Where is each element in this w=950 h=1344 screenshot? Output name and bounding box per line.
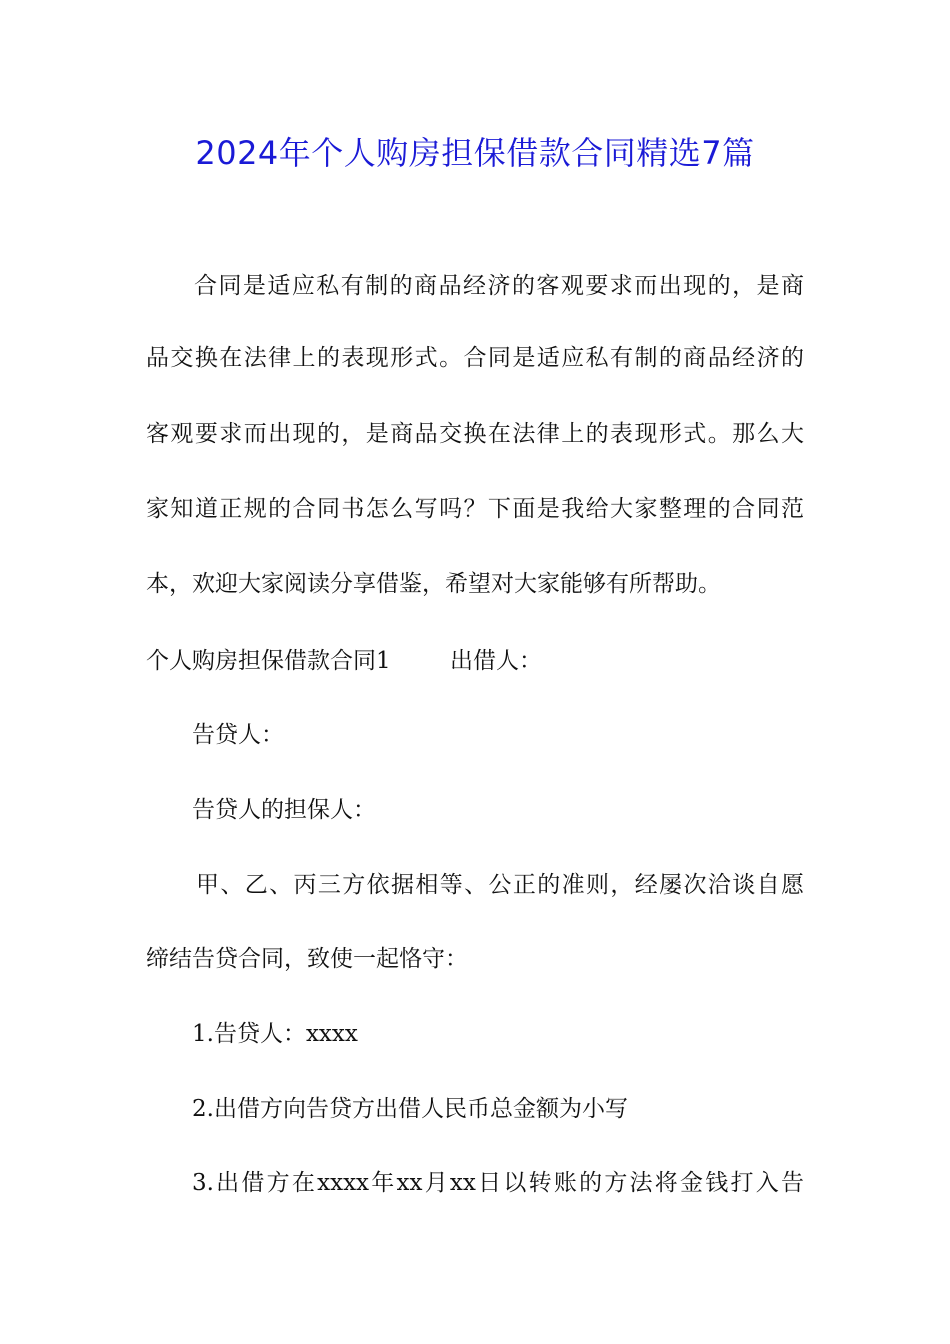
agreement-line: 甲、乙、丙三方依据相等、公正的准则，经屡次洽谈自愿 [196,872,804,898]
intro-line: 客观要求而出现的，是商品交换在法律上的表现形式。那么大 [146,421,804,447]
intro-line: 家知道正规的合同书怎么写吗？下面是我给大家整理的合同范 [146,496,804,522]
clause-3: 3.出借方在xxxx年xx月xx日以转账的方法将金钱打入告 [192,1170,804,1196]
clause-2: 2.出借方向告贷方出借人民币总金额为小写 [192,1096,628,1122]
borrower-label: 告贷人： [192,722,284,748]
intro-line: 合同是适应私有制的商品经济的客观要求而出现的，是商 [194,273,804,299]
guarantor-label: 告贷人的担保人： [192,797,376,823]
lender-label: 出借人： [450,648,542,674]
clause-1: 1.告贷人：xxxx [192,1021,358,1047]
intro-line: 品交换在法律上的表现形式。合同是适应私有制的商品经济的 [146,345,804,371]
intro-line: 本，欢迎大家阅读分享借鉴，希望对大家能够有所帮助。 [146,571,721,597]
section-heading: 个人购房担保借款合同1 [146,648,391,674]
document-title: 2024年个人购房担保借款合同精选7篇 [195,134,755,172]
agreement-line: 缔结告贷合同，致使一起恪守： [146,946,468,972]
